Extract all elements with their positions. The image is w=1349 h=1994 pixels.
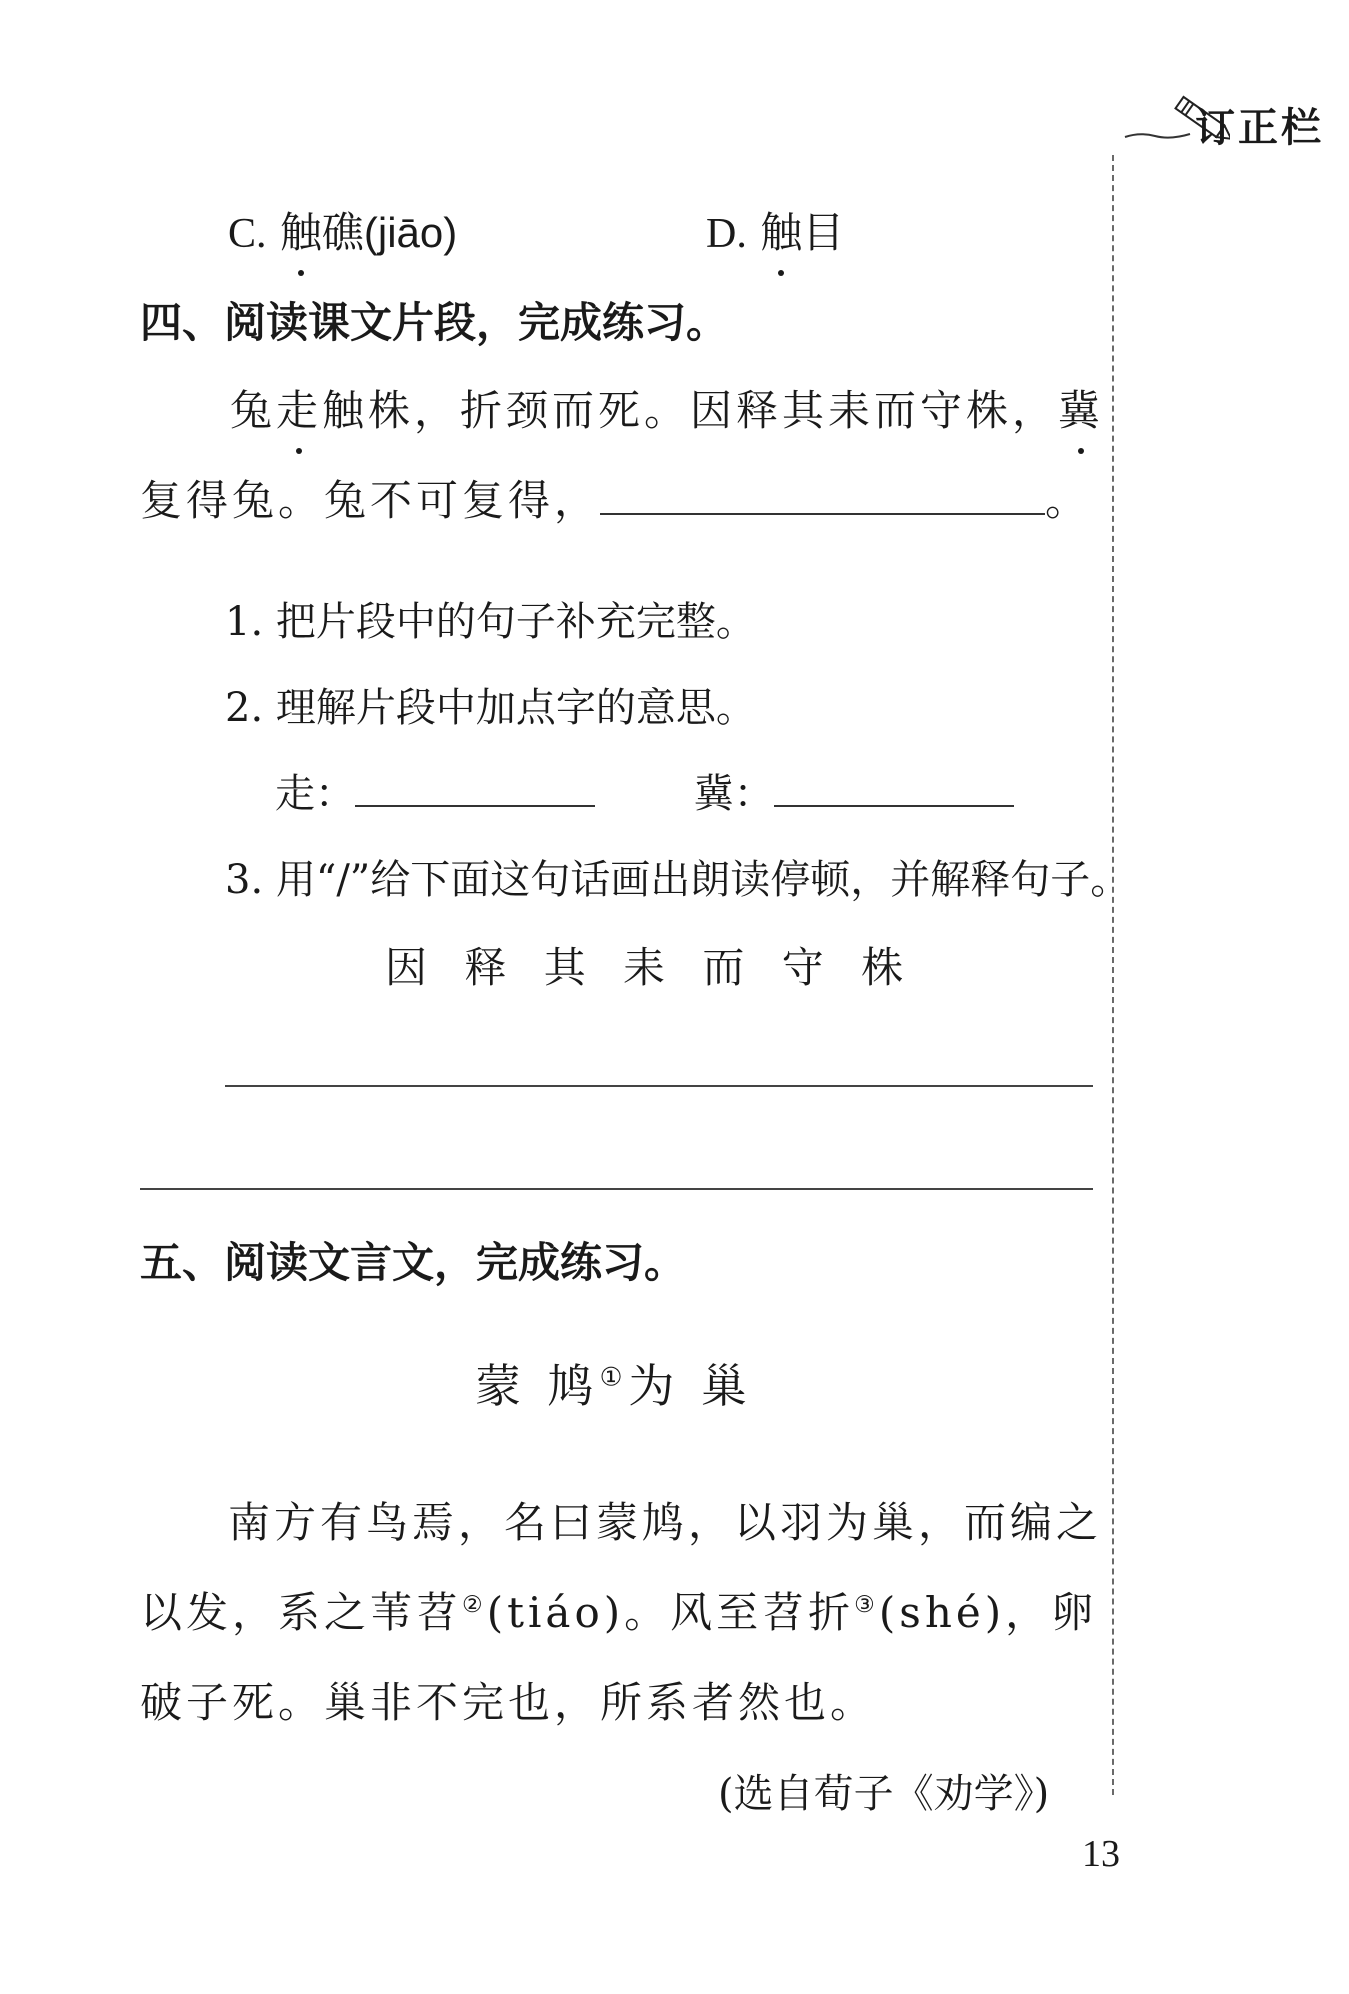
option-c-char-2: 礁: [321, 208, 364, 257]
correction-column-divider: [1112, 155, 1114, 1795]
option-d-char-2: 目: [802, 208, 845, 257]
line-2-part-1: 以发，系之苇苕: [140, 1588, 463, 1637]
answer-label-ji: 冀：: [693, 771, 774, 817]
passage-text: 触株，折颈而死。因释其耒而守株，: [322, 386, 1059, 435]
question-3: 3. 用“/”给下面这句话画出朗读停顿，并解释句子。: [225, 857, 1131, 903]
classical-text-line-2: [140, 1580, 1097, 1640]
footnote-marker-2: ②: [462, 1592, 487, 1618]
question-2-answer-row: [275, 762, 1014, 819]
source-citation: (选自荀子《劝学》): [718, 1771, 1050, 1817]
section-4-passage-line-1: [230, 378, 1104, 438]
poem-title-part-2: 为 巢: [628, 1359, 753, 1413]
poem-title-part-1: 蒙 鸠: [475, 1359, 600, 1413]
line-2-part-2: (tiáo)。风至苕折: [486, 1588, 855, 1637]
passage-text-2: 复得兔。兔不可复得，: [140, 476, 601, 525]
footnote-marker-3: ③: [854, 1592, 879, 1618]
correction-column-label: 订正栏: [1195, 105, 1324, 151]
classical-text-line-3: 破子死。巢非不完也，所系者然也。: [140, 1678, 877, 1727]
pause-sentence: 因 释 其 耒 而 守 株: [385, 943, 916, 992]
classical-text-line-1: 南方有鸟焉，名曰蒙鸠，以羽为巢，而编之: [228, 1498, 1103, 1547]
question-1: 1. 把片段中的句子补充完整。: [225, 599, 756, 645]
answer-label-zou: 走：: [275, 771, 355, 817]
passage-blank[interactable]: [600, 477, 1045, 515]
line-2-part-3: (shé)，卵: [878, 1588, 1098, 1637]
answer-blank-zou[interactable]: [355, 769, 595, 807]
poem-title: [475, 1350, 753, 1416]
footnote-marker-1: ①: [599, 1362, 629, 1392]
option-d: [706, 200, 844, 260]
passage-char-zou: 走: [276, 378, 322, 438]
option-c-letter: C.: [228, 211, 267, 257]
answer-blank-ji[interactable]: [774, 769, 1014, 807]
passage-char-tu: 兔: [230, 386, 277, 435]
section-4-title: 四、阅读课文片段，完成练习。: [140, 298, 729, 347]
passage-end: 。: [1045, 476, 1092, 525]
correction-column-header: [1120, 92, 1349, 152]
page-number: 13: [1082, 1833, 1120, 1875]
answer-line-1[interactable]: [225, 1085, 1093, 1087]
option-c: [228, 200, 457, 260]
option-d-char-1: 触: [760, 200, 802, 260]
option-c-pinyin: (jiāo): [363, 209, 458, 256]
section-5-title: 五、阅读文言文，完成练习。: [140, 1238, 687, 1287]
answer-line-2[interactable]: [140, 1188, 1093, 1190]
question-2: 2. 理解片段中加点字的意思。: [225, 685, 756, 731]
passage-char-ji: 冀: [1058, 378, 1104, 438]
option-d-letter: D.: [706, 211, 747, 257]
section-4-passage-line-2: [140, 468, 1091, 528]
option-c-char-1: 触: [280, 200, 322, 260]
